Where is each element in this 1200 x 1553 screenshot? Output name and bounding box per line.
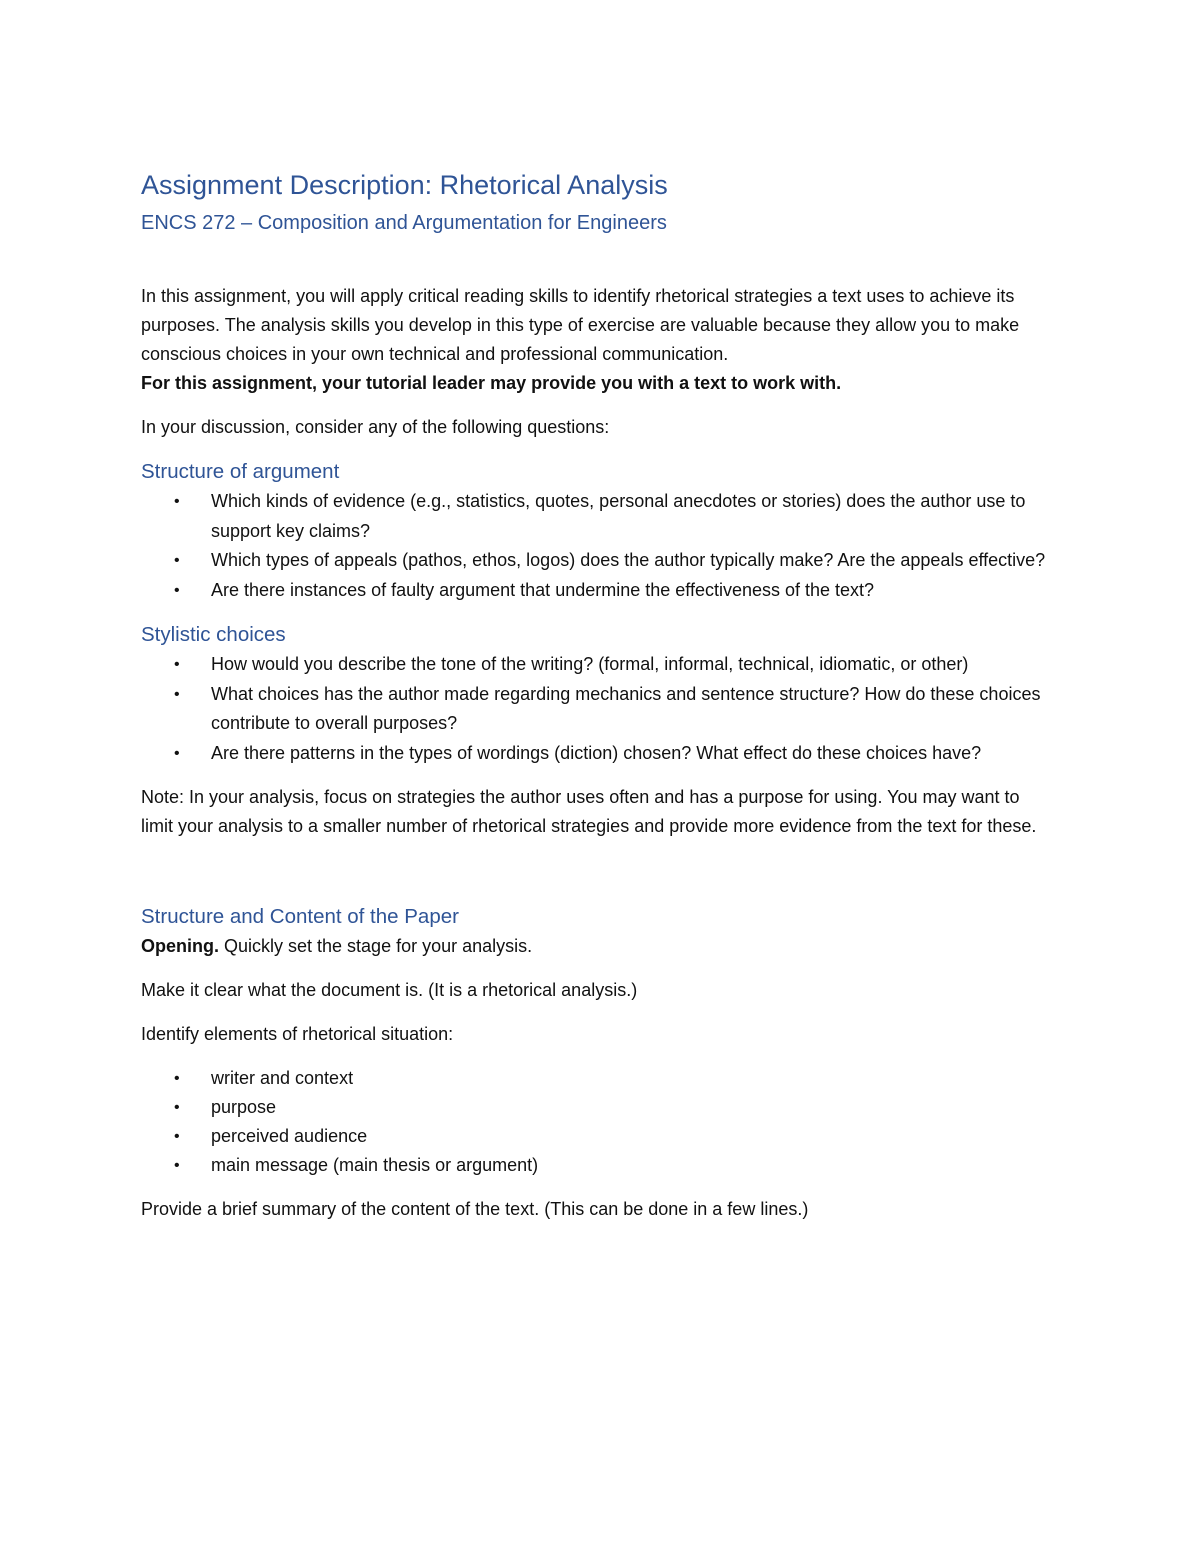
list-item	[141, 650, 1056, 680]
list-item-text: purpose	[211, 1097, 277, 1117]
clarity-paragraph: Make it clear what the document is. (It is a rhetorical analysis.)	[141, 980, 638, 1000]
analysis-note: Note: In your analysis, focus on strategies the author uses often and has a purpose for using. You may want to limit your analysis to a smaller number of rhetorical strategies and provide more evidence from the text for these.	[141, 787, 1037, 836]
list-item-text: Which kinds of evidence (e.g., statistics, quotes, personal anecdotes or stories) does the author use to support key claims?	[211, 491, 1026, 541]
list-item-text: main message (main thesis or argument)	[211, 1155, 539, 1175]
section-heading-paper-structure: Structure and Content of the Paper	[141, 905, 459, 928]
bullet-icon: •	[174, 1128, 180, 1145]
tutorial-note: For this assignment, your tutorial leader may provide you with a text to work with.	[141, 373, 842, 393]
list-item-text: writer and context	[211, 1068, 354, 1088]
bullet-icon: •	[174, 552, 180, 569]
discussion-prompt: In your discussion, consider any of the following questions:	[141, 417, 610, 437]
section-heading-stylistic-choices: Stylistic choices	[141, 623, 286, 646]
list-item	[141, 680, 1056, 739]
list-item	[141, 487, 1056, 546]
list-item	[141, 1122, 1056, 1151]
list-item-text: What choices has the author made regarding mechanics and sentence structure? How do these choices contribute to overall purposes?	[211, 683, 1041, 733]
intro-paragraph: In this assignment, you will apply critical reading skills to identify rhetorical strategies a text uses to achieve its purposes. The analysis skills you develop in this type of exercise are valuable because they allow you to make conscious choices in your own technical and professional communication.	[141, 286, 1020, 364]
summary-paragraph: Provide a brief summary of the content of the text. (This can be done in a few lines.)	[141, 1199, 809, 1219]
list-item-text: Which types of appeals (pathos, ethos, logos) does the author typically make? Are the appeals effective?	[211, 550, 1046, 570]
opening-text: Quickly set the stage for your analysis.	[219, 936, 533, 956]
bullet-icon: •	[174, 656, 180, 673]
list-item	[141, 1151, 1056, 1180]
bullet-icon: •	[174, 685, 180, 703]
list-item	[141, 576, 1056, 606]
section-heading-structure-of-argument: Structure of argument	[141, 460, 340, 483]
list-item-text: perceived audience	[211, 1126, 368, 1146]
opening-label: Opening.	[141, 936, 219, 956]
page-subtitle: ENCS 272 – Composition and Argumentation for Engineers	[141, 212, 667, 234]
opening-paragraph	[141, 932, 1056, 961]
bullet-icon: •	[174, 1070, 180, 1087]
list-item-text: Are there patterns in the types of wordings (diction) chosen? What effect do these choices have?	[211, 742, 982, 763]
rhetorical-elements-list	[141, 1064, 1056, 1180]
bullet-icon: •	[174, 1157, 180, 1174]
page-title: Assignment Description: Rhetorical Analysis	[141, 170, 668, 200]
list-item-text: How would you describe the tone of the writing? (formal, informal, technical, idiomatic, or other)	[211, 654, 969, 674]
bullet-icon: •	[174, 581, 180, 599]
document-body	[141, 166, 1056, 1239]
list-item	[141, 546, 1056, 576]
identify-paragraph: Identify elements of rhetorical situation:	[141, 1024, 454, 1044]
bullet-icon: •	[174, 1099, 180, 1116]
bullet-icon: •	[174, 493, 180, 510]
list-item	[141, 1064, 1056, 1093]
list-item	[141, 739, 1056, 769]
structure-questions-list	[141, 487, 1056, 605]
list-item-text: Are there instances of faulty argument that undermine the effectiveness of the text?	[211, 579, 875, 600]
bullet-icon: •	[174, 744, 180, 762]
stylistic-questions-list	[141, 650, 1056, 768]
list-item	[141, 1093, 1056, 1122]
